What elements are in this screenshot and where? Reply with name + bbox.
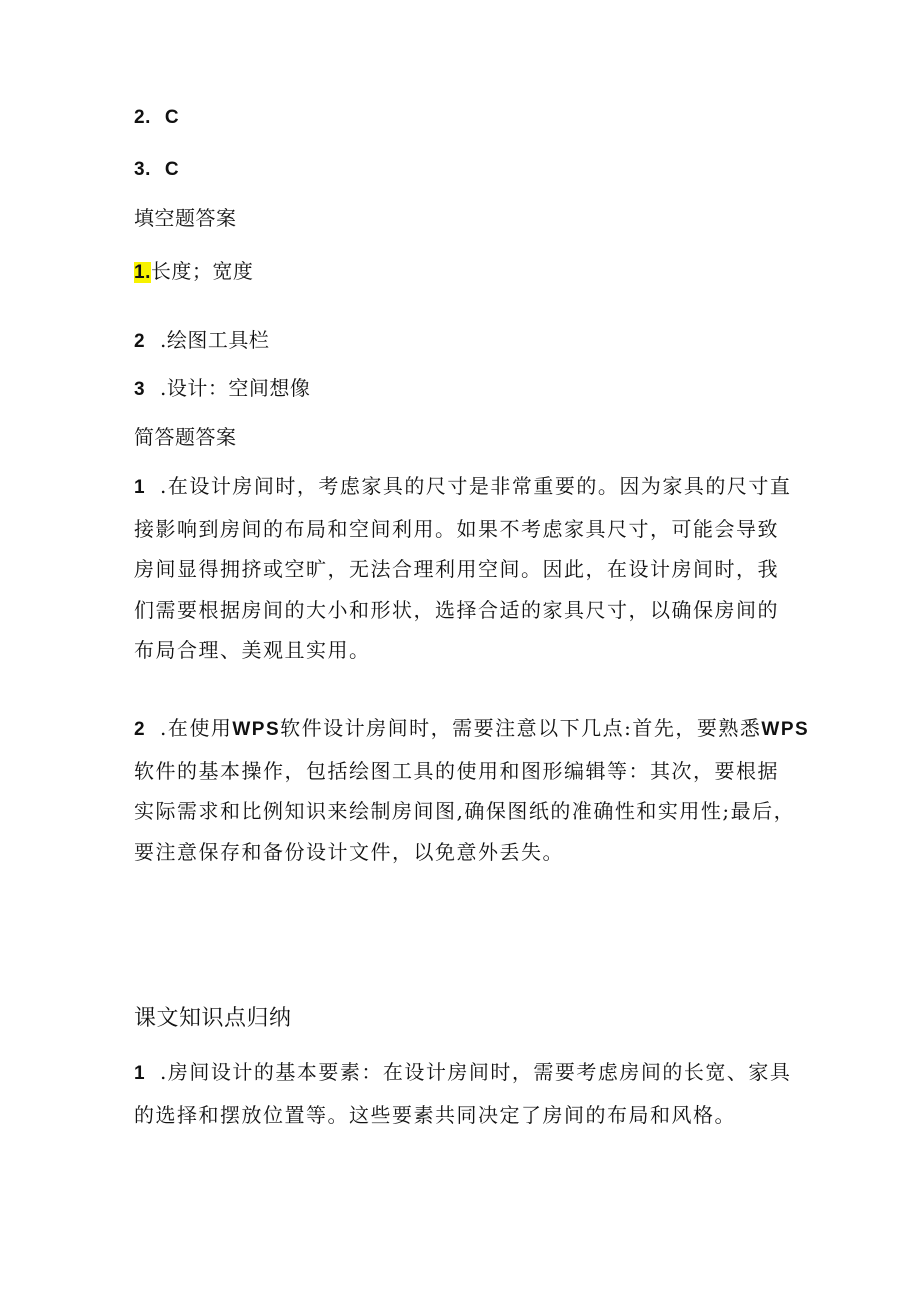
fill-heading: 填空题答案	[134, 206, 237, 230]
paragraph-line: 1 .房间设计的基本要素：在设计房间时，需要考虑房间的长宽、家具	[134, 1052, 794, 1095]
paragraph-line: 房间显得拥挤或空旷，无法合理利用空间。因此，在设计房间时，我	[134, 557, 779, 581]
fill-answer-1	[134, 257, 794, 287]
answer-letter: C	[164, 107, 180, 128]
paragraph-line: 软件的基本操作，包括绘图工具的使用和图形编辑等：其次，要根据	[134, 758, 779, 783]
paragraph-line: 实际需求和比例知识来绘制房间图,确保图纸的准确性和实用性;最后，	[134, 799, 796, 823]
answer-text: .绘图工具栏	[160, 328, 270, 352]
mcq-answer-3	[134, 154, 794, 184]
paragraph-line: 接影响到房间的布局和空间利用。如果不考虑家具尺寸，可能会导致	[134, 516, 779, 541]
short-heading: 简答题答案	[134, 425, 237, 449]
wps-term: WPS	[761, 719, 810, 740]
item-number: 1	[134, 1063, 147, 1084]
paragraph-line: 布局合理、美观且实用。	[134, 638, 371, 662]
answer-letter: C	[164, 159, 180, 180]
answer-text: .设计：空间想像	[160, 376, 311, 400]
mcq-answer-2	[134, 102, 794, 132]
item-number: 2	[134, 719, 147, 740]
summary-heading: 课文知识点归纳	[134, 1006, 292, 1031]
item-number: 2.	[134, 107, 151, 128]
paragraph-line: 的选择和摆放位置等。这些要素共同决定了房间的布局和风格。	[134, 1102, 736, 1127]
paragraph-line: 要注意保存和备份设计文件，以免意外丢失。	[134, 839, 564, 864]
paragraph-line: 们需要根据房间的大小和形状，选择合适的家具尺寸，以确保房间的	[134, 597, 779, 622]
short-answer-1	[134, 466, 794, 671]
fill-answer-2	[134, 326, 794, 356]
item-number: 1	[134, 477, 147, 498]
paragraph-line: 1 .在设计房间时，考虑家具的尺寸是非常重要的。因为家具的尺寸直	[134, 466, 794, 509]
item-number: 3.	[134, 159, 151, 180]
item-number: 2	[134, 331, 146, 352]
item-number: 3	[134, 379, 146, 400]
answer-text: 长度；宽度	[150, 259, 254, 283]
paragraph-line: 2 .在使用WPS软件设计房间时，需要注意以下几点:首先，要熟悉WPS	[134, 708, 794, 751]
short-answer-2	[134, 708, 810, 872]
summary-item-1	[134, 1052, 794, 1135]
fill-answer-3	[134, 374, 794, 404]
wps-term: WPS	[232, 719, 281, 740]
highlighted-number: 1.	[134, 262, 151, 283]
